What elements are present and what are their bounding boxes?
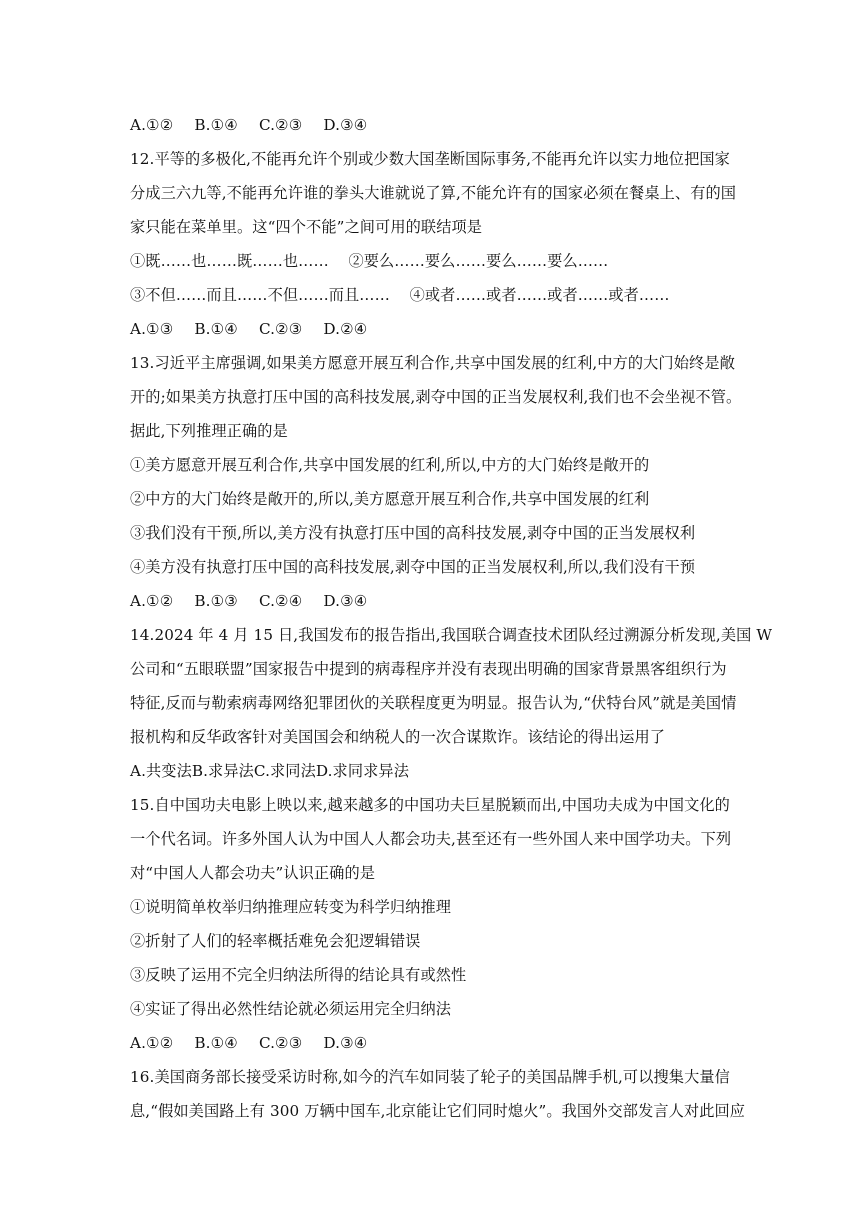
q12-option-c: C.②③ [258,320,303,338]
q13-option-a: A.①② [130,592,174,610]
q12-option-d: D.②④ [323,320,368,338]
q13-stem-line-2: 开的;如果美方执意打压中国的高科技发展,剥夺中国的正当发展权利,我们也不会坐视不管。 [130,388,742,406]
q15-item-2: ②折射了人们的轻率概括难免会犯逻辑错误 [130,932,421,950]
q13-item-1: ①美方愿意开展互利合作,共享中国发展的红利,所以,中方的大门始终是敞开的 [130,456,650,474]
q13-stem-line-1: 13.习近平主席强调,如果美方愿意开展互利合作,共享中国发展的红利,中方的大门始终是敞 [130,354,735,372]
q14-stem-line-4: 报机构和反华政客针对美国国会和纳税人的一次合谋欺诈。该结论的得出运用了 [130,728,666,746]
q15-option-c: C.②③ [258,1034,303,1052]
q11-options [130,108,740,142]
q15-option-d: D.③④ [323,1034,368,1052]
q15-item-3: ③反映了运用不完全归纳法所得的结论具有或然性 [130,966,467,984]
q13-item-3: ③我们没有干预,所以,美方没有执意打压中国的高科技发展,剥夺中国的正当发展权利 [130,524,696,542]
question-15 [130,788,740,1060]
q15-item-4: ④实证了得出必然性结论就必须运用完全归纳法 [130,1000,452,1018]
document-page [130,108,773,1128]
q12-stem-line-3: 家只能在菜单里。这“四个不能”之间可用的联结项是 [130,218,483,236]
q13-item-2: ②中方的大门始终是敞开的,所以,美方愿意开展互利合作,共享中国发展的红利 [130,490,650,508]
q12-stem-line-1: 12.平等的多极化,不能再允许个别或少数大国垄断国际事务,不能再允许以实力地位把国家 [130,150,730,168]
q14-stem-line-2: 公司和“五眼联盟”国家报告中提到的病毒程序并没有表现出明确的国家背景黑客组织行为 [130,660,727,678]
q14-stem-line-3: 特征,反而与勒索病毒网络犯罪团伙的关联程度更为明显。报告认为,“伏特台风”就是美国情 [130,694,737,712]
q13-option-c: C.②④ [258,592,303,610]
q13-option-d: D.③④ [323,592,368,610]
q12-stem-line-2: 分成三六九等,不能再允许谁的拳头大谁就说了算,不能允许有的国家必须在餐桌上、有的国 [130,184,737,202]
q16-stem-line-2: 息,“假如美国路上有 300 万辆中国车,北京能让它们同时熄火”。我国外交部发言人对此回应 [130,1102,746,1120]
question-16 [130,1060,746,1128]
q15-stem-line-3: 对“中国人人都会功夫”认识正确的是 [130,864,376,882]
question-13 [130,346,740,618]
q12-item-line-2: ③不但……而且……不但……而且…… ④或者……或者……或者……或者…… [130,286,670,304]
q12-option-b: B.①④ [194,320,238,338]
q12-option-a: A.①③ [130,320,174,338]
question-14 [130,618,773,788]
q13-stem-line-3: 据此,下列推理正确的是 [130,422,288,440]
q13-item-4: ④美方没有执意打压中国的高科技发展,剥夺中国的正当发展权利,所以,我们没有干预 [130,558,696,576]
q13-option-b: B.①③ [194,592,238,610]
q15-stem-line-2: 一个代名词。许多外国人认为中国人人都会功夫,甚至还有一些外国人来中国学功夫。下列 [130,830,732,848]
q12-options [130,312,740,346]
q14-options: A.共变法B.求异法C.求同法D.求同求异法 [130,762,409,780]
q15-item-1: ①说明简单枚举归纳推理应转变为科学归纳推理 [130,898,452,916]
q15-option-b: B.①④ [194,1034,238,1052]
q13-options [130,584,740,618]
q15-option-a: A.①② [130,1034,174,1052]
question-12 [130,142,740,346]
q16-stem-line-1: 16.美国商务部长接受采访时称,如今的汽车如同装了轮子的美国品牌手机,可以搜集大量信 [130,1068,730,1086]
q11-option-c: C.②③ [258,116,303,134]
q12-item-line-1: ①既……也……既……也…… ②要么……要么……要么……要么…… [130,252,609,270]
q15-stem-line-1: 15.自中国功夫电影上映以来,越来越多的中国功夫巨星脱颖而出,中国功夫成为中国文化的 [130,796,730,814]
q15-options [130,1026,740,1060]
q11-option-b: B.①④ [194,116,238,134]
q11-option-a: A.①② [130,116,174,134]
q14-stem-line-1: 14.2024 年 4 月 15 日,我国发布的报告指出,我国联合调查技术团队经过溯源分析发现,美国 W [130,626,773,644]
q11-option-d: D.③④ [323,116,368,134]
